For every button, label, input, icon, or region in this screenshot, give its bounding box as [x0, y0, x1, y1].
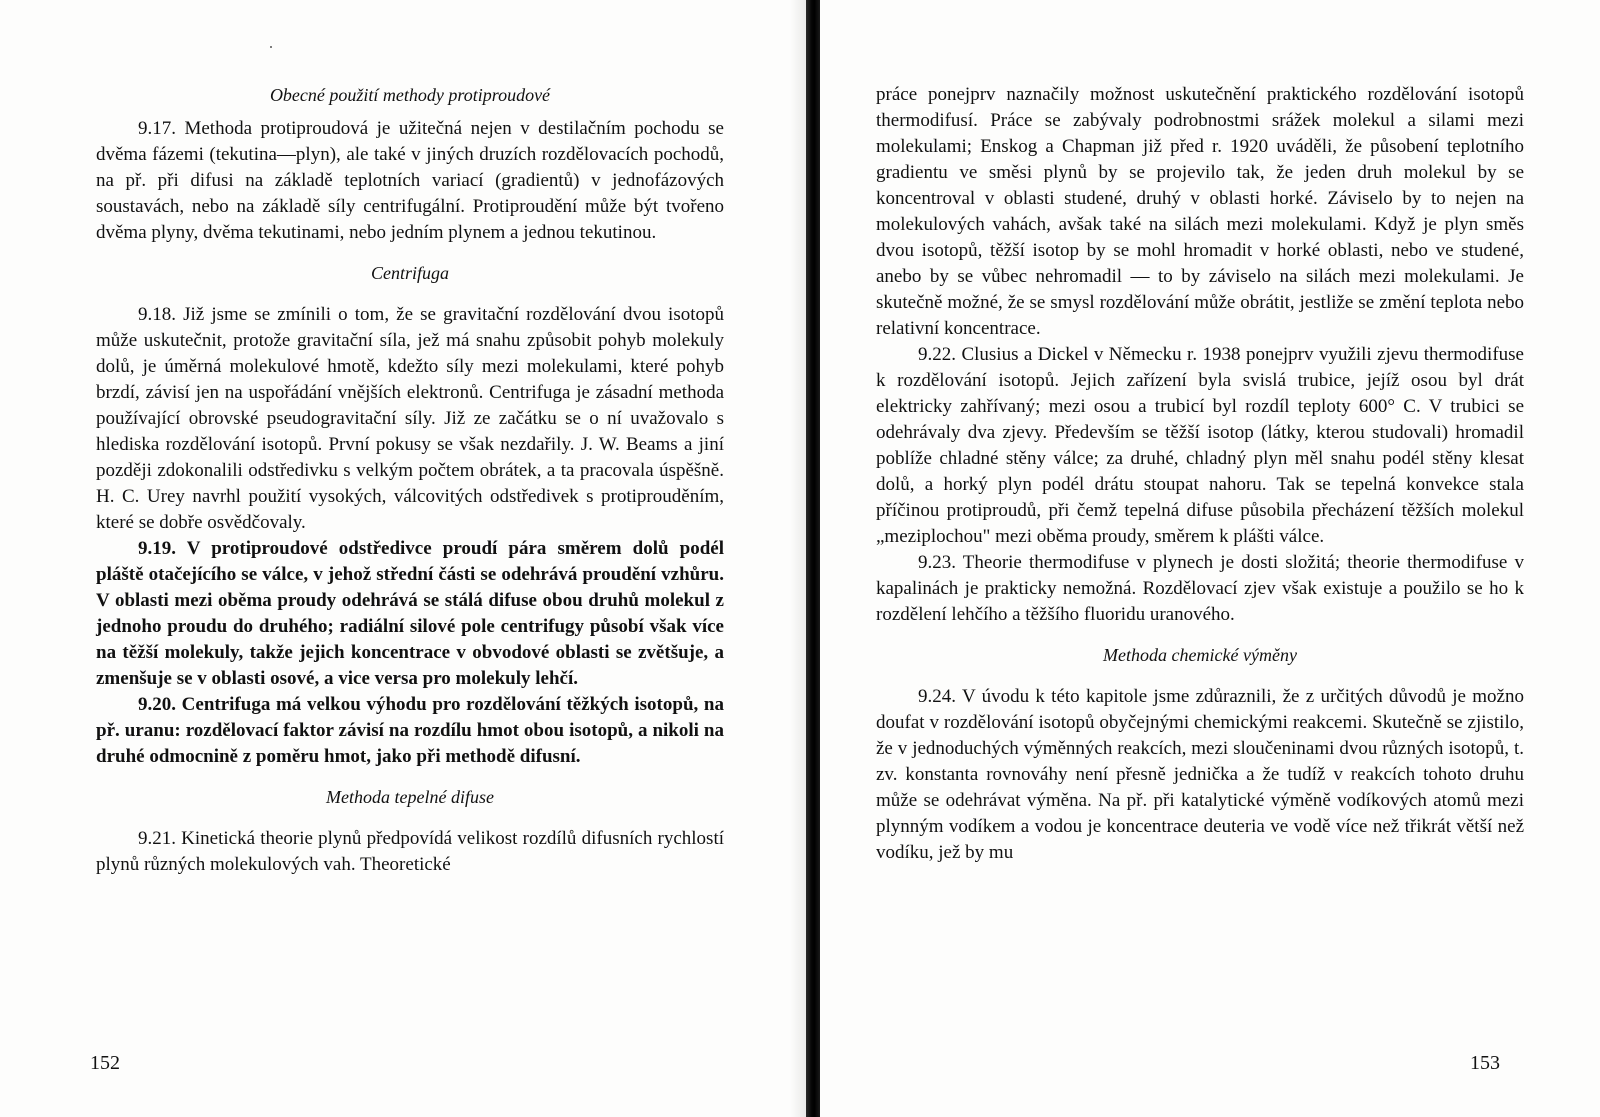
paragraph-9-19: 9.19. V protiproudové odstředivce proudí pára směrem dolů podél pláště otačejícího se válce, v jehož střední části se odehrává proudění vzhůru. V oblasti mezi oběma proudy odehrává se stálá difuse obou druhů molekul z jednoho proudu do druhého; radiální silové pole centrifugy působí však více na těžší molekuly, takže jejich koncentrace v obvodové oblasti se zvětšuje, a zmenšuje se v oblasti osové, a vice versa pro molekuly lehčí. [96, 538, 724, 689]
section-heading: Centrifuga [370, 263, 449, 283]
paragraph-9-24: 9.24. V úvodu k této kapitole jsme zdůraznili, že z určitých důvodů je možno doufat v rozdělování isotopů obyčejnými chemickými reakcemi. Skutečně se zjistilo, že v jednoduchých výměnných reakcích, mezi sloučeninami dvou různých isotopů, t. zv. konstanta rovnováhy není přesně jednička a že tudíž v reakcích tohoto druhu může se odehrávat výměna. Na př. při katalytické výměně vodíkových atomů mezi plynným vodíkem a vodou je koncentrace deuteria ve vodě více než třikrát větší než vodíku, jež by mu [876, 686, 1524, 863]
paragraph-9-18: 9.18. Již jsme se zmínili o tom, že se gravitační rozdělování dvou isotopů může uskutečnit, protože gravitační síla, jež má snahu způsobit pohyb molekuly dolů, je úměrná molekulové hmotě, kdežto síly mezi molekulami, které pohyb brzdí, závisí jen na uspořádání vnějších elektronů. Centrifuga je zásadní methoda používající obrovské pseudogravitační síly. Již ze začátku se o ní uvažovalo s hlediska rozdělování isotopů. První pokusy se však nezdařily. J. W. Beams a jiní později zdokonalili odstředivku s velkým počtem obrátek, a ta pracovala úspěšně. H. C. Urey navrhl použití vysokých, válcovitých odstředivek s protiprouděním, které se dobře osvědčovaly. [96, 304, 724, 533]
print-speck [270, 46, 272, 48]
section-heading: Obecné použití methody protiproudové [269, 85, 551, 105]
right-page [820, 0, 1600, 1117]
section-heading: Methoda tepelné difuse [326, 787, 494, 807]
left-text-column [96, 82, 724, 878]
page-number: 153 [1470, 1052, 1500, 1074]
paragraph-9-20: 9.20. Centrifuga má velkou výhodu pro rozdělování těžkých isotopů, na př. uranu: rozdělovací faktor závisí na rozdílu hmot obou isotopů, a nikoli na druhé odmocnině z poměru hmot, jako při methodě difusní. [96, 694, 724, 767]
gutter-shadow [790, 0, 806, 1117]
paragraph-9-21: 9.21. Kinetická theorie plynů předpovídá velikost rozdílů difusních rychlostí plynů různých molekulových vah. Theoretické [96, 828, 724, 875]
paragraph-9-22: 9.22. Clusius a Dickel v Německu r. 1938 ponejprv využili zjevu thermodifuse k rozdělování isotopů. Jejich zařízení byla svislá trubice, jejíž osou byl drát elektricky zahřívaný; mezi osou a trubicí byl rozdíl teploty 600° C. V trubici se odehrávaly dva zjevy. Především se těžší isotop (látky, kterou studovali) hromadil poblíže chladné stěny válce; za druhé, chladný plyn měl snahu podél stěny klesat dolů, a horký plyn podél drátu stoupat nahoru. Tak se tepelná konvekce stala příčinou protiproudů, při čemž tepelná difuse působila přecházení těžších molekul „meziplochou" mezi oběma proudy, směrem k plášti válce. [876, 344, 1524, 547]
right-text-column [876, 82, 1524, 866]
paragraph-9-21-continued: práce ponejprv naznačily možnost uskutečnění praktického rozdělování isotopů thermodifusí. Práce se zabývaly podrobnostmi srážek molekul a silami mezi molekulami; Enskog a Chapman již před r. 1920 uváděli, že působení teplotního gradientu ve směsi plynů by se projevilo tak, že jeden druh molekul by se koncentroval v oblasti studené, druhý v oblasti horké. Záviselo by to nejen na molekulových vahách, avšak také na silách mezi molekulami. Když je plyn směs dvou isotopů, těžší isotop by se mohl hromadit v horké oblasti, nebo ve studené, anebo by se vůbec nehromadil — to by záviselo na silách mezi molekulami. Je skutečně možné, že se smysl rozdělování může obrátit, jestliže se změní teplota nebo relativní koncentrace. [876, 84, 1524, 339]
section-heading: Methoda chemické výměny [1103, 645, 1297, 665]
paragraph-9-17: 9.17. Methoda protiproudová je užitečná nejen v destilačním pochodu se dvěma fázemi (tekutina—plyn), ale také v jiných druzích rozdělovacích pochodů, na př. při difusi na základě teplotních variací (gradientů) v jednofázových soustavách, nebo na základě síly centrifugální. Protiproudění může být tvořeno dvěma plyny, dvěma tekutinami, nebo jedním plynem a jednou tekutinou. [96, 118, 724, 243]
paragraph-9-23: 9.23. Theorie thermodifuse v plynech je dosti složitá; theorie thermodifuse v kapalinách je prakticky nemožná. Rozdělovací zjev však existuje a použilo se ho k rozdělení lehčího a těžšího fluoridu uranového. [876, 552, 1524, 625]
page-number: 152 [90, 1052, 120, 1074]
book-gutter [806, 0, 820, 1117]
